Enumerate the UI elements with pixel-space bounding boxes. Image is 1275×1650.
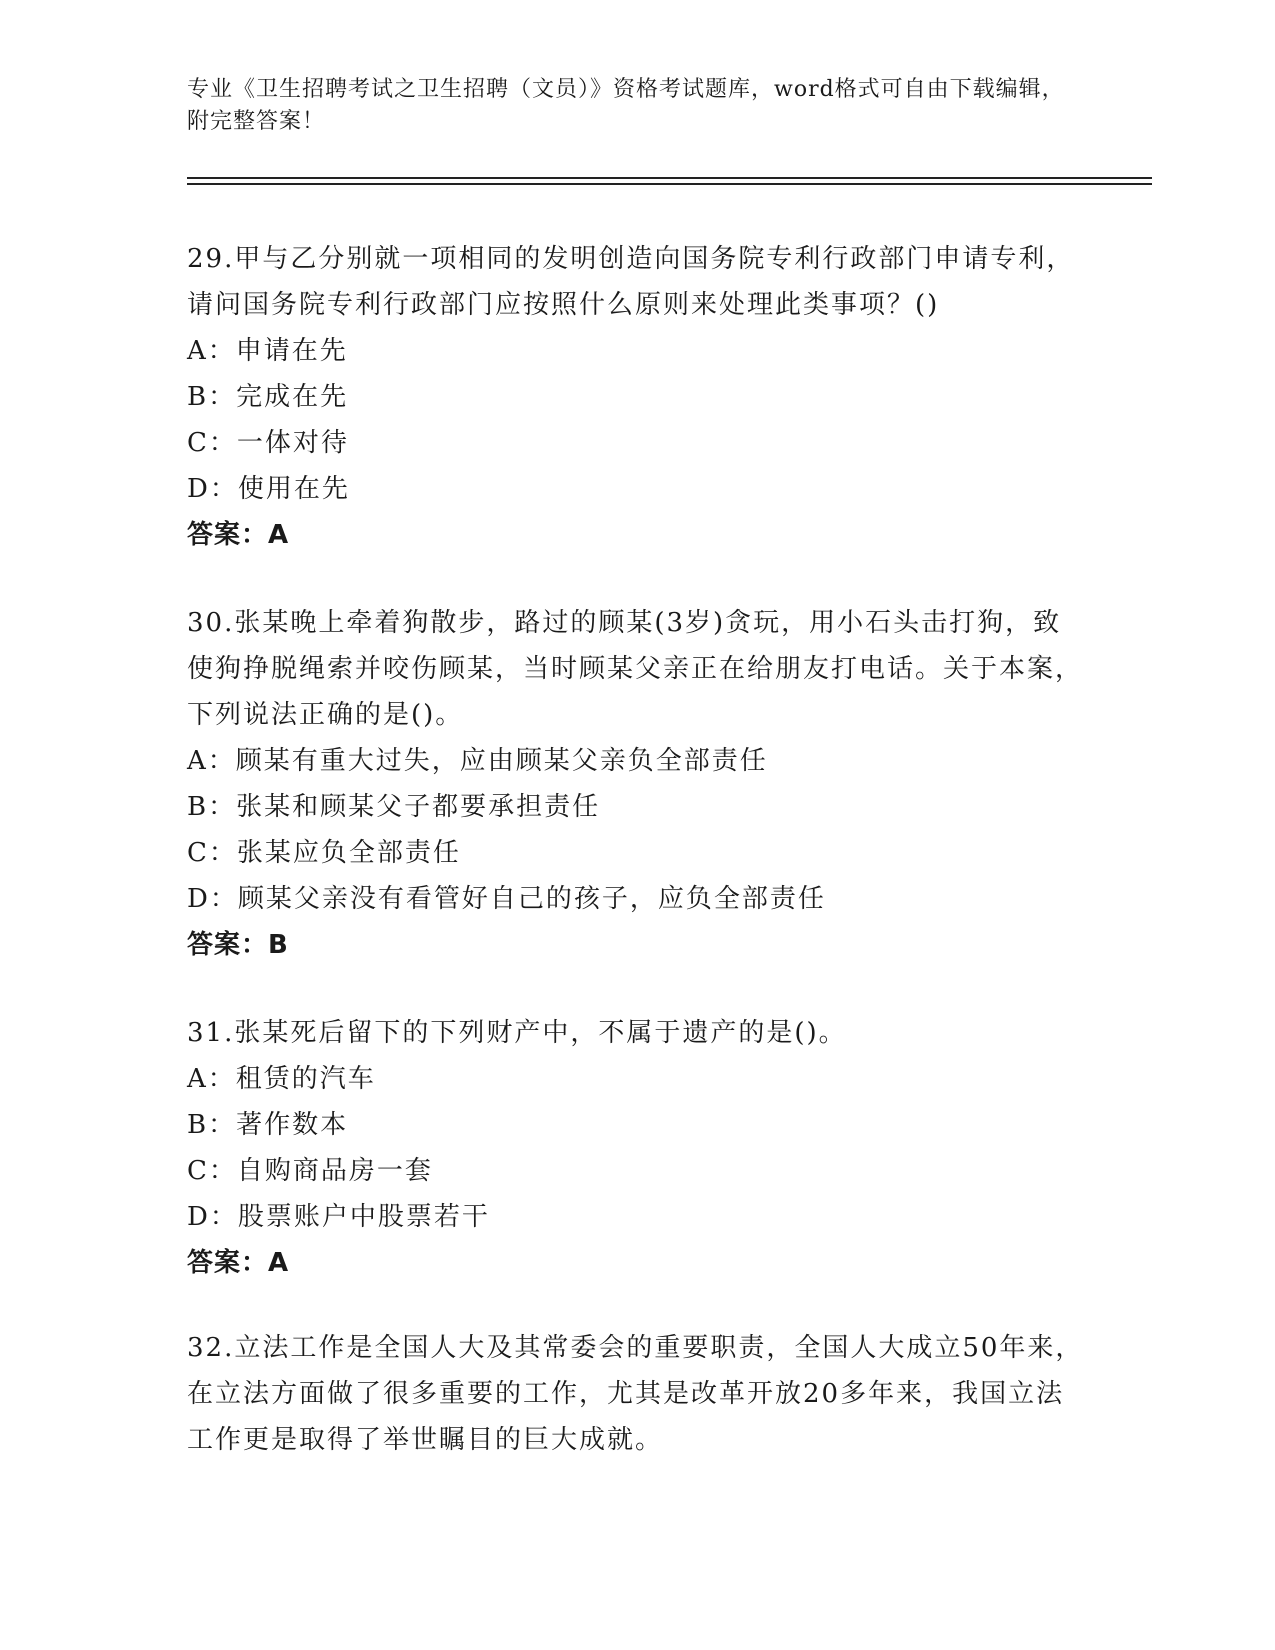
header-divider-top <box>187 177 1152 179</box>
header-divider-bottom <box>187 183 1152 185</box>
option-a: A：顾某有重大过失，应由顾某父亲负全部责任 <box>187 746 768 776</box>
question-stem: 30.张某晚上牵着狗散步，路过的顾某(3岁)贪玩，用小石头击打狗，致使狗挣脱绳索并咬伤顾某，当时顾某父亲正在给朋友打电话。关于本案，下列说法正确的是()。 <box>187 608 1084 730</box>
question-30 <box>187 600 1087 968</box>
option-b: B：著作数本 <box>187 1110 349 1140</box>
option-c: C：张某应负全部责任 <box>187 838 461 868</box>
question-32 <box>187 1325 1087 1463</box>
question-stem: 32.立法工作是全国人大及其常委会的重要职责，全国人大成立50年来，在立法方面做了很多重要的工作，尤其是改革开放20多年来，我国立法工作更是取得了举世瞩目的巨大成就。 <box>187 1333 1084 1455</box>
question-stem: 29.甲与乙分别就一项相同的发明创造向国务院专利行政部门申请专利，请问国务院专利行政部门应按照什么原则来处理此类事项？() <box>187 244 1075 320</box>
answer: 答案：A <box>187 1248 290 1278</box>
option-a: A：租赁的汽车 <box>187 1064 376 1094</box>
option-d: D：顾某父亲没有看管好自己的孩子，应负全部责任 <box>187 884 826 914</box>
option-a: A：申请在先 <box>187 336 348 366</box>
document-header: 专业《卫生招聘考试之卫生招聘（文员）》资格考试题库，word格式可自由下载编辑，附完整答案！ <box>187 77 1065 134</box>
option-c: C：自购商品房一套 <box>187 1156 433 1186</box>
question-29 <box>187 236 1087 558</box>
question-31 <box>187 1010 1087 1286</box>
question-stem: 31.张某死后留下的下列财产中，不属于遗产的是()。 <box>187 1018 847 1048</box>
option-d: D：股票账户中股票若干 <box>187 1202 490 1232</box>
answer: 答案：B <box>187 930 289 960</box>
option-b: B：张某和顾某父子都要承担责任 <box>187 792 601 822</box>
option-b: B：完成在先 <box>187 382 349 412</box>
option-c: C：一体对待 <box>187 428 349 458</box>
option-d: D：使用在先 <box>187 474 350 504</box>
answer: 答案：A <box>187 520 290 550</box>
